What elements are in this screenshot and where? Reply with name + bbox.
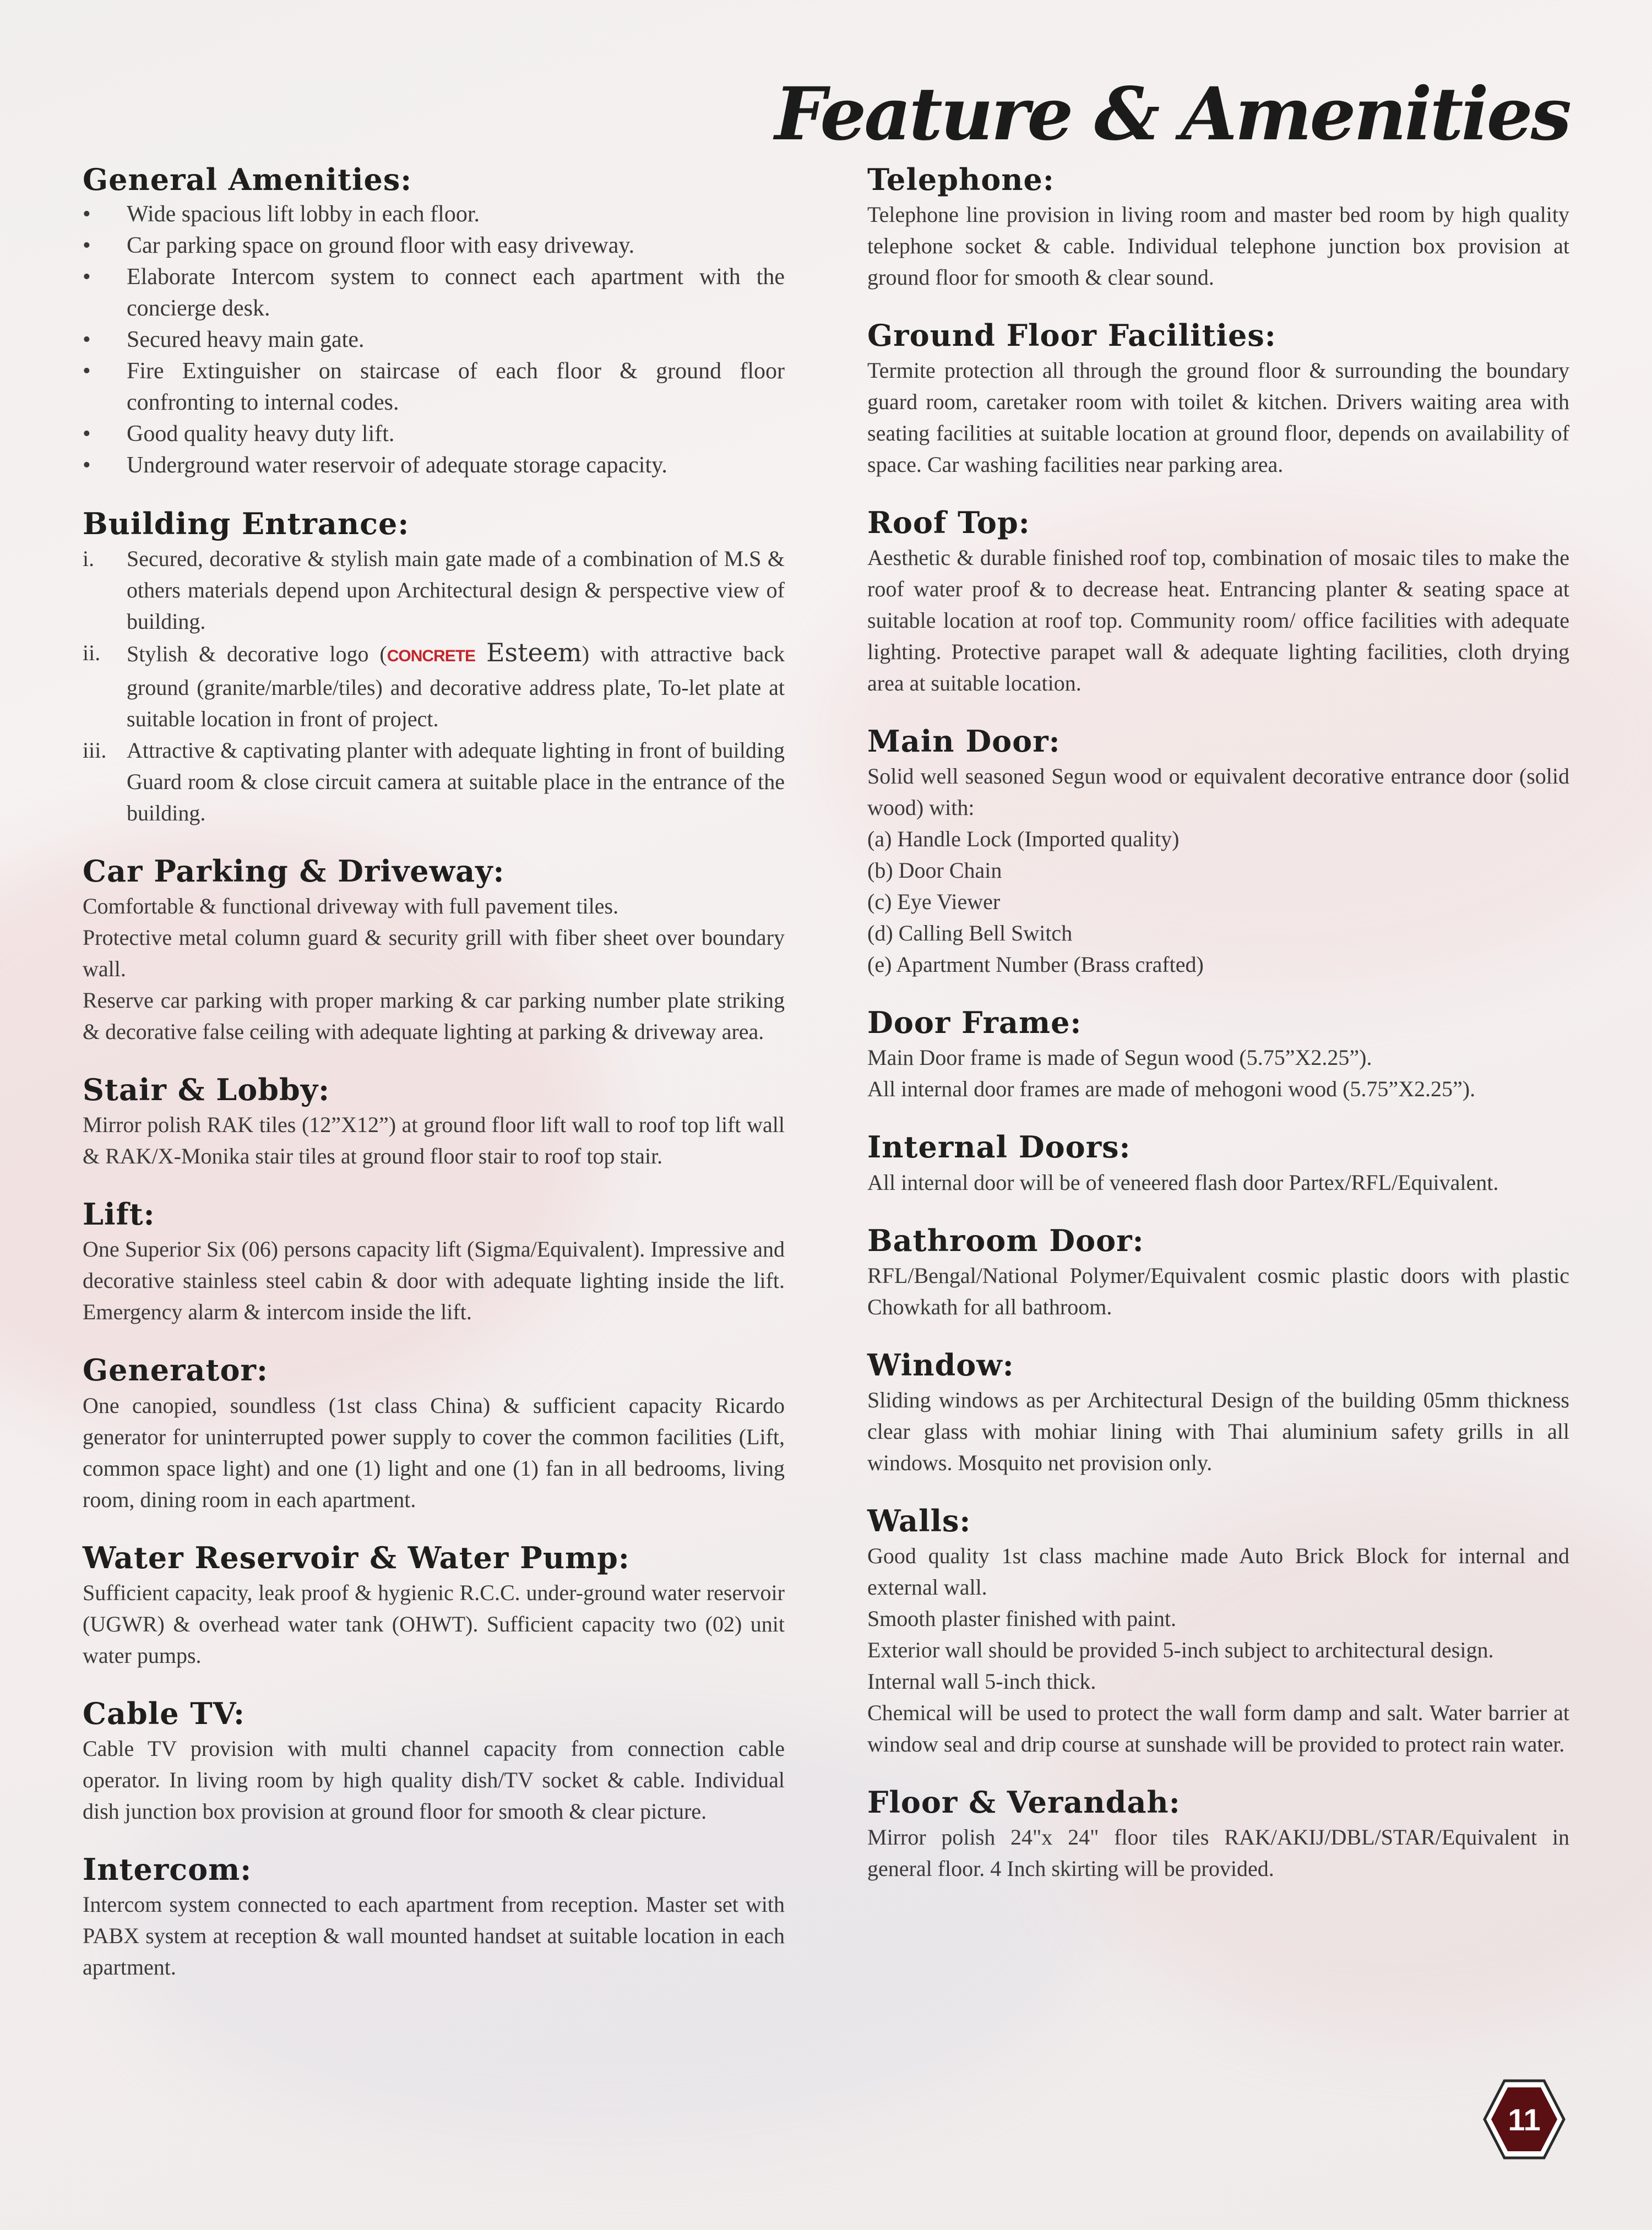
- paragraph: Telephone line provision in living room and master bed room by high quality telephone socket & cable. Individual telephone junction box provision at ground floor for smooth & clear sound.: [867, 202, 1569, 290]
- list-item: ii. Stylish & decorative logo (CONCRETE Esteem) with attractive back ground (granite/marble/tiles) and decorative address plate, To-let plate at suitable location in front of project.: [83, 638, 785, 732]
- section-heading: Cable TV:: [83, 1695, 245, 1731]
- list-marker: ii.: [83, 640, 101, 666]
- section-lift: [83, 1197, 785, 1328]
- bullet-marker: •: [83, 453, 91, 478]
- section-heading: Walls:: [867, 1503, 971, 1538]
- paragraph: (a) Handle Lock (Imported quality): [867, 826, 1180, 852]
- bullet-list: [83, 199, 785, 481]
- bullet-marker: •: [83, 358, 91, 384]
- section-bathroom-door: [867, 1223, 1569, 1323]
- section-heading: Roof Top:: [867, 505, 1030, 541]
- list-marker: i.: [83, 546, 95, 572]
- paragraph: Mirror polish 24"x 24" floor tiles RAK/AKIJ/DBL/STAR/Equivalent in general floor. 4 Inch skirting will be provided.: [867, 1824, 1569, 1881]
- paragraph: Sufficient capacity, leak proof & hygienic R.C.C. under-ground water reservoir (UGWR) & overhead water tank (OHWT). Sufficient capacity two (02) unit water pumps.: [83, 1580, 785, 1668]
- paragraph: Main Door frame is made of Segun wood (5.75”X2.25”).: [867, 1045, 1372, 1070]
- paragraph: Comfortable & functional driveway with full pavement tiles.: [83, 894, 619, 919]
- paragraph: Good quality 1st class machine made Auto Brick Block for internal and external wall.: [867, 1543, 1569, 1600]
- section-heading: Building Entrance:: [83, 506, 410, 542]
- paragraph: One Superior Six (06) persons capacity lift (Sigma/Equivalent). Impressive and decorative stainless steel cabin & door with adequate lighting inside the lift. Emergency alarm & intercom inside the lift.: [83, 1237, 785, 1325]
- paragraph: Aesthetic & durable finished roof top, combination of mosaic tiles to make the roof water proof & to decrease heat. Entrancing planter & seating space at suitable location at roof top. Community room/ office facilities with adequate lighting. Protective parapet wall & adequate lighting facilities, cloth drying area at suitable location.: [867, 545, 1569, 696]
- section-telephone: [867, 162, 1569, 293]
- paragraph: Sliding windows as per Architectural Design of the building 05mm thickness clear glass with mohiar lining with Thai aluminium safety grills in all windows. Mosquito net provision only.: [867, 1387, 1569, 1475]
- paragraph: (d) Calling Bell Switch: [867, 921, 1073, 946]
- paragraph: Termite protection all through the ground floor & surrounding the boundary guard room, caretaker room with toilet & kitchen. Drivers waiting area with seating facilities at suitable location at ground floor, depends on availability of space. Car washing facilities near parking area.: [867, 358, 1569, 477]
- section-heading: Door Frame:: [867, 1005, 1082, 1041]
- list-marker: iii.: [83, 738, 107, 763]
- list-item: • Secured heavy main gate.: [83, 324, 785, 356]
- section-heading: Telephone:: [867, 162, 1055, 197]
- list-item: • Car parking space on ground floor with easy driveway.: [83, 230, 785, 262]
- bullet-marker: •: [83, 202, 91, 227]
- paragraph: Intercom system connected to each apartment from reception. Master set with PABX system at reception & wall mounted handset at suitable location in each apartment.: [83, 1891, 785, 1979]
- paragraph: (b) Door Chain: [867, 858, 1002, 883]
- section-heading: Internal Doors:: [867, 1129, 1131, 1165]
- paragraph: Internal wall 5-inch thick.: [867, 1668, 1096, 1694]
- bullet-marker: •: [83, 233, 91, 259]
- right-column: [867, 162, 1569, 1910]
- left-column: [83, 162, 785, 2008]
- section-water-reservoir: [83, 1541, 785, 1671]
- section-car-parking: [83, 854, 785, 1047]
- section-heading: Car Parking & Driveway:: [83, 853, 505, 889]
- list-item: • Fire Extinguisher on staircase of each floor & ground floor confronting to internal codes.: [83, 356, 785, 418]
- section-floor-verandah: [867, 1785, 1569, 1884]
- section-heading: Lift:: [83, 1196, 155, 1232]
- paragraph: Mirror polish RAK tiles (12”X12”) at ground floor lift wall to roof top lift wall & RAK/X-Monika stair tiles at ground floor stair to roof top stair.: [83, 1112, 785, 1169]
- page-title: Feature & Amenities: [774, 72, 1569, 157]
- section-intercom: [83, 1852, 785, 1983]
- paragraph: Protective metal column guard & security grill with fiber sheet over boundary wall.: [83, 925, 785, 982]
- section-main-door: [867, 724, 1569, 980]
- paragraph: One canopied, soundless (1st class China) & sufficient capacity Ricardo generator for uninterrupted power supply to cover the common facilities (Lift, common space light) and one (1) light and one (1) fan in all bedrooms, living room, dining room in each apartment.: [83, 1393, 785, 1512]
- esteem-logo-text: Esteem: [486, 638, 582, 668]
- section-heading: Ground Floor Facilities:: [867, 318, 1276, 353]
- section-general-amenities: [83, 162, 785, 481]
- paragraph: (c) Eye Viewer: [867, 889, 1001, 915]
- page-number: 11: [1508, 2102, 1541, 2137]
- list-item: • Underground water reservoir of adequate storage capacity.: [83, 450, 785, 481]
- section-cable-tv: [83, 1696, 785, 1827]
- section-stair-lobby: [83, 1073, 785, 1172]
- page-number-badge: [1482, 2077, 1566, 2161]
- paragraph: Smooth plaster finished with paint.: [867, 1606, 1177, 1631]
- bullet-marker: •: [83, 264, 91, 290]
- section-heading: Main Door:: [867, 724, 1061, 759]
- list-item: • Good quality heavy duty lift.: [83, 418, 785, 450]
- list-item: iii. Attractive & captivating planter with adequate lighting in front of building Guard room & close circuit camera at suitable place in the entrance of the building.: [83, 735, 785, 829]
- section-heading: Generator:: [83, 1352, 268, 1388]
- paragraph: (e) Apartment Number (Brass crafted): [867, 952, 1204, 977]
- concrete-logo-text: CONCRETE: [387, 647, 476, 666]
- paragraph: RFL/Bengal/National Polymer/Equivalent cosmic plastic doors with plastic Chowkath for all bathroom.: [867, 1263, 1569, 1319]
- section-heading: Floor & Verandah:: [867, 1784, 1181, 1820]
- paragraph: Cable TV provision with multi channel capacity from connection cable operator. In living room by high quality dish/TV socket & cable. Individual dish junction box provision at ground floor for smooth & clear picture.: [83, 1736, 785, 1824]
- section-walls: [867, 1504, 1569, 1760]
- section-heading: Water Reservoir & Water Pump:: [83, 1540, 630, 1575]
- paragraph: Chemical will be used to protect the wall form damp and salt. Water barrier at window seal and drip course at sunshade will be provided to protect rain water.: [867, 1700, 1569, 1756]
- section-building-entrance: [83, 507, 785, 829]
- list-item: i. Secured, decorative & stylish main gate made of a combination of M.S & others materials depend upon Architectural design & perspective view of building.: [83, 543, 785, 637]
- bullet-marker: •: [83, 327, 91, 353]
- section-roof-top: [867, 505, 1569, 699]
- section-heading: General Amenities:: [83, 162, 412, 197]
- bullet-marker: •: [83, 421, 91, 447]
- numbered-list: [83, 543, 785, 829]
- paragraph: All internal door will be of veneered flash door Partex/RFL/Equivalent.: [867, 1170, 1499, 1195]
- paragraph: All internal door frames are made of mehogoni wood (5.75”X2.25”).: [867, 1076, 1476, 1102]
- paragraph: Solid well seasoned Segun wood or equivalent decorative entrance door (solid wood) with:: [867, 764, 1569, 820]
- section-door-frame: [867, 1005, 1569, 1105]
- section-heading: Intercom:: [83, 1851, 252, 1887]
- section-ground-floor: [867, 318, 1569, 480]
- paragraph: Reserve car parking with proper marking & car parking number plate striking & decorative false ceiling with adequate lighting at parking & driveway area.: [83, 988, 785, 1045]
- section-heading: Bathroom Door:: [867, 1222, 1144, 1258]
- section-internal-doors: [867, 1130, 1569, 1198]
- section-heading: Stair & Lobby:: [83, 1072, 330, 1108]
- list-item: • Elaborate Intercom system to connect each apartment with the concierge desk.: [83, 262, 785, 324]
- section-heading: Window:: [867, 1347, 1014, 1383]
- list-item: • Wide spacious lift lobby in each floor.: [83, 199, 785, 230]
- paragraph: Exterior wall should be provided 5-inch subject to architectural design.: [867, 1637, 1494, 1662]
- section-generator: [83, 1353, 785, 1515]
- section-window: [867, 1348, 1569, 1478]
